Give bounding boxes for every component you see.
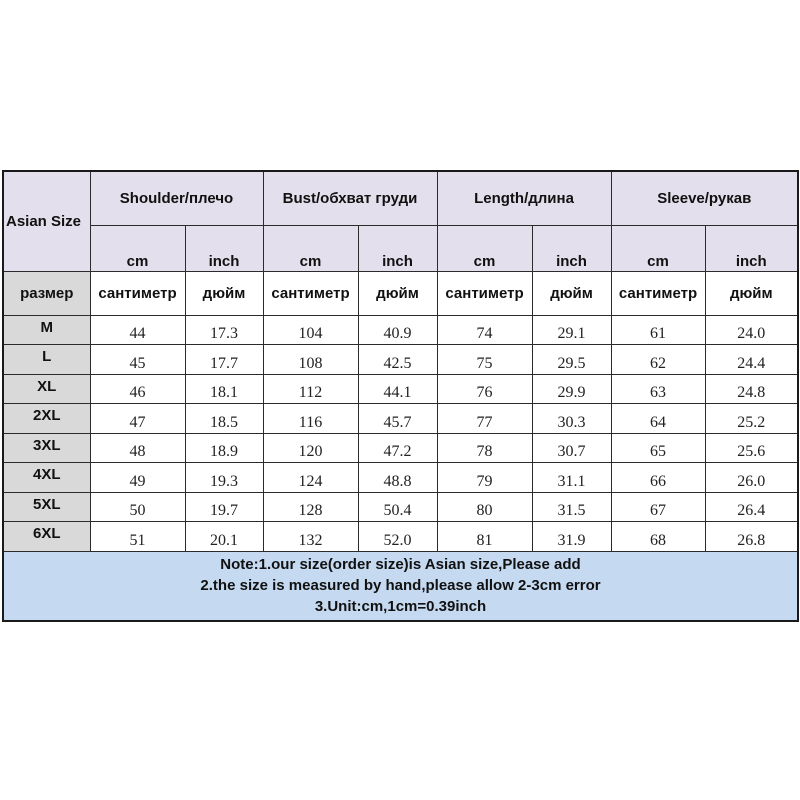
measurement-cell: 40.9 xyxy=(358,315,437,345)
unit-header: cm xyxy=(263,225,358,271)
unit-ru: сантиметр xyxy=(437,271,532,315)
measurement-cell: 42.5 xyxy=(358,345,437,375)
measurement-cell: 29.9 xyxy=(532,374,611,404)
table-row xyxy=(3,374,798,404)
table-row xyxy=(3,404,798,434)
measurement-cell: 50.4 xyxy=(358,492,437,522)
measurement-cell: 80 xyxy=(437,492,532,522)
group-header-sleeve: Sleeve/рукав xyxy=(611,171,798,225)
measurement-cell: 47 xyxy=(90,404,185,434)
measurement-cell: 104 xyxy=(263,315,358,345)
note-line: 2.the size is measured by hand,please allow 2-3cm error xyxy=(200,576,601,594)
size-label: 3XL xyxy=(3,433,90,463)
measurement-cell: 50 xyxy=(90,492,185,522)
measurement-cell: 24.0 xyxy=(705,315,798,345)
group-header-length: Length/длина xyxy=(437,171,611,225)
size-label: 6XL xyxy=(3,522,90,552)
unit-header: cm xyxy=(90,225,185,271)
measurement-cell: 24.8 xyxy=(705,374,798,404)
size-label: M xyxy=(3,315,90,345)
measurement-cell: 128 xyxy=(263,492,358,522)
unit-ru: сантиметр xyxy=(263,271,358,315)
measurement-cell: 19.3 xyxy=(185,463,263,493)
measurement-cell: 44 xyxy=(90,315,185,345)
measurement-cell: 19.7 xyxy=(185,492,263,522)
measurement-cell: 29.5 xyxy=(532,345,611,375)
table-row xyxy=(3,522,798,552)
table-row xyxy=(3,492,798,522)
measurement-cell: 24.4 xyxy=(705,345,798,375)
group-header-bust: Bust/обхват груди xyxy=(263,171,437,225)
measurement-cell: 25.6 xyxy=(705,433,798,463)
unit-ru-row xyxy=(3,271,798,315)
unit-ru: дюйм xyxy=(705,271,798,315)
measurement-cell: 31.5 xyxy=(532,492,611,522)
measurement-cell: 79 xyxy=(437,463,532,493)
measurement-cell: 120 xyxy=(263,433,358,463)
note-line: Note:1.our size(order size)is Asian size,Please add xyxy=(220,555,581,573)
measurement-cell: 68 xyxy=(611,522,705,552)
measurement-cell: 48 xyxy=(90,433,185,463)
measurement-cell: 45 xyxy=(90,345,185,375)
measurement-cell: 116 xyxy=(263,404,358,434)
measurement-cell: 17.7 xyxy=(185,345,263,375)
measurement-cell: 64 xyxy=(611,404,705,434)
measurement-cell: 30.7 xyxy=(532,433,611,463)
measurement-cell: 65 xyxy=(611,433,705,463)
unit-header-row xyxy=(3,225,798,271)
unit-header: cm xyxy=(437,225,532,271)
measurement-cell: 75 xyxy=(437,345,532,375)
row-label-ru: размер xyxy=(3,271,90,315)
measurement-cell: 77 xyxy=(437,404,532,434)
measurement-cell: 18.1 xyxy=(185,374,263,404)
measurement-cell: 67 xyxy=(611,492,705,522)
measurement-cell: 108 xyxy=(263,345,358,375)
measurement-cell: 52.0 xyxy=(358,522,437,552)
size-label: L xyxy=(3,345,90,375)
measurement-cell: 31.1 xyxy=(532,463,611,493)
table-row xyxy=(3,463,798,493)
measurement-cell: 124 xyxy=(263,463,358,493)
note-line: 3.Unit:cm,1cm=0.39inch xyxy=(314,597,487,615)
measurement-cell: 18.9 xyxy=(185,433,263,463)
measurement-cell: 74 xyxy=(437,315,532,345)
size-label: 4XL xyxy=(3,463,90,493)
notes-row xyxy=(3,551,798,621)
measurement-cell: 46 xyxy=(90,374,185,404)
group-header-shoulder: Shoulder/плечо xyxy=(90,171,263,225)
measurement-cell: 44.1 xyxy=(358,374,437,404)
size-label: 5XL xyxy=(3,492,90,522)
measurement-cell: 30.3 xyxy=(532,404,611,434)
unit-ru: сантиметр xyxy=(90,271,185,315)
measurement-cell: 25.2 xyxy=(705,404,798,434)
measurement-cell: 63 xyxy=(611,374,705,404)
unit-header: inch xyxy=(705,225,798,271)
table-row xyxy=(3,345,798,375)
measurement-cell: 62 xyxy=(611,345,705,375)
group-header-row xyxy=(3,171,798,225)
measurement-cell: 51 xyxy=(90,522,185,552)
unit-ru: дюйм xyxy=(185,271,263,315)
unit-ru: дюйм xyxy=(358,271,437,315)
measurement-cell: 76 xyxy=(437,374,532,404)
measurement-cell: 81 xyxy=(437,522,532,552)
unit-header: inch xyxy=(185,225,263,271)
measurement-cell: 20.1 xyxy=(185,522,263,552)
measurement-cell: 49 xyxy=(90,463,185,493)
size-label: 2XL xyxy=(3,404,90,434)
measurement-cell: 132 xyxy=(263,522,358,552)
size-table xyxy=(2,170,799,622)
measurement-cell: 61 xyxy=(611,315,705,345)
unit-header: cm xyxy=(611,225,705,271)
measurement-cell: 26.8 xyxy=(705,522,798,552)
unit-header: inch xyxy=(532,225,611,271)
measurement-cell: 112 xyxy=(263,374,358,404)
unit-ru: сантиметр xyxy=(611,271,705,315)
measurement-cell: 29.1 xyxy=(532,315,611,345)
size-chart xyxy=(2,170,797,622)
measurement-cell: 45.7 xyxy=(358,404,437,434)
table-row xyxy=(3,315,798,345)
measurement-cell: 78 xyxy=(437,433,532,463)
table-row xyxy=(3,433,798,463)
measurement-cell: 26.0 xyxy=(705,463,798,493)
measurement-cell: 18.5 xyxy=(185,404,263,434)
measurement-cell: 47.2 xyxy=(358,433,437,463)
size-label: XL xyxy=(3,374,90,404)
measurement-cell: 17.3 xyxy=(185,315,263,345)
notes-cell xyxy=(3,551,798,621)
measurement-cell: 66 xyxy=(611,463,705,493)
unit-ru: дюйм xyxy=(532,271,611,315)
measurement-cell: 48.8 xyxy=(358,463,437,493)
corner-label: Asian Size xyxy=(3,171,90,271)
measurement-cell: 31.9 xyxy=(532,522,611,552)
unit-header: inch xyxy=(358,225,437,271)
measurement-cell: 26.4 xyxy=(705,492,798,522)
